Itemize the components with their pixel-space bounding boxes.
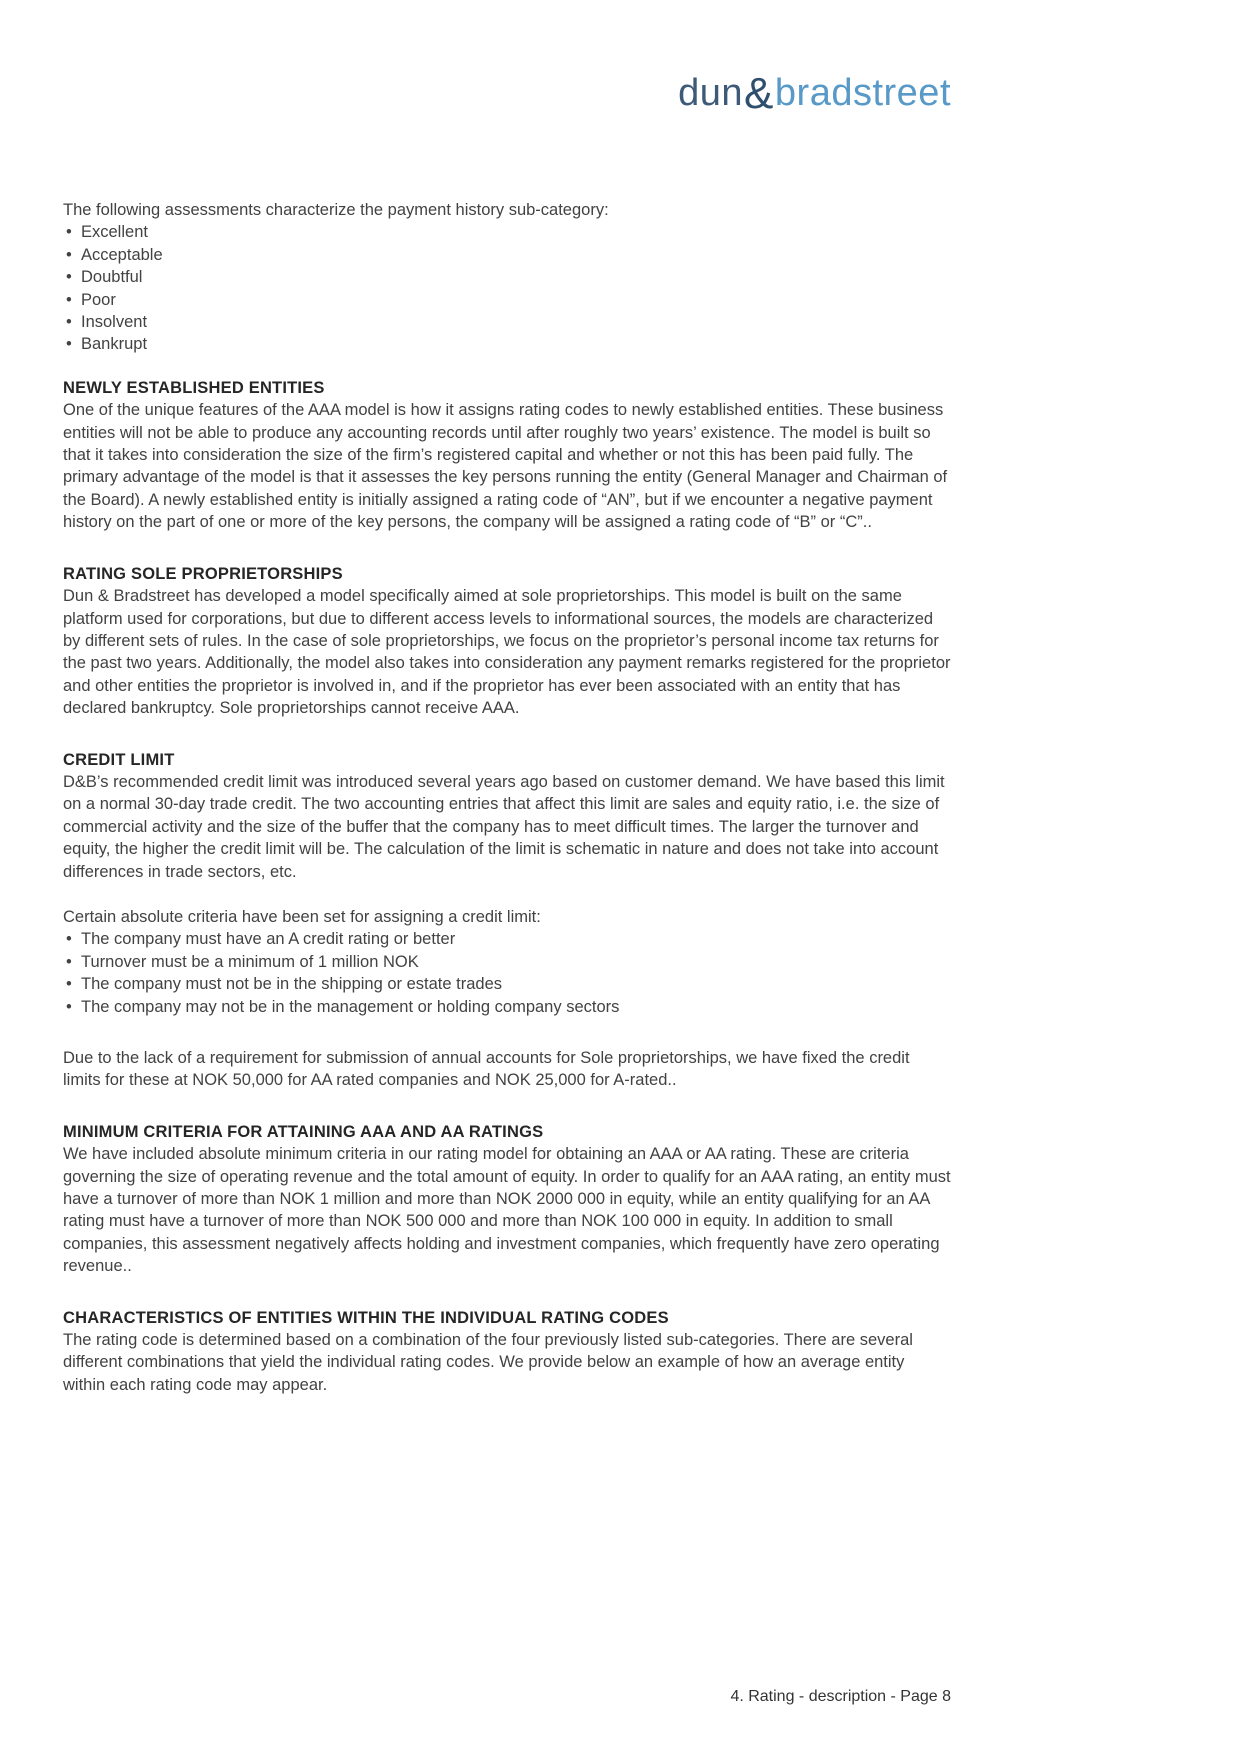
paragraph-criteria-lead: Certain absolute criteria have been set for assigning a credit limit: — [63, 907, 541, 926]
logo-dun-text: dun — [678, 72, 744, 114]
list-item: • The company may not be in the management or holding company sectors — [63, 996, 951, 1018]
paragraph-characteristics-rating-codes: The rating code is determined based on a combination of the four previously listed sub-categories. There are several different combinations that yield the individual rating codes. We provide below an example of how an average entity within each rating code may appear. — [63, 1331, 913, 1394]
list-item: • Turnover must be a minimum of 1 million NOK — [63, 951, 951, 973]
paragraph-credit-limit: D&B’s recommended credit limit was introduced several years ago based on customer demand. We have based this limit on a normal 30-day trade credit. The two accounting entries that affect this limit are sales and equity ratio, i.e. the size of commercial activity and the size of the buffer that the company has to meet difficult times. The larger the turnover and equity, the higher the credit limit will be. The calculation of the limit is schematic in nature and does not take into account differences in trade sectors, etc. — [63, 772, 945, 881]
list-item: • The company must have an A credit rating or better — [63, 928, 951, 950]
paragraph-rating-sole-proprietorships: Dun & Bradstreet has developed a model specifically aimed at sole proprietorships. This model is built on the same platform used for corporations, but due to different access levels to informational sources, the models are characterized by different sets of rules. In the case of sole proprietorships, we focus on the proprietor’s personal income tax returns for the past two years. Additionally, the model also takes into consideration any payment remarks registered for the proprietor and other entities the proprietor is involved in, and if the proprietor has ever been associated with an entity that has declared bankruptcy. Sole proprietorships cannot receive AAA. — [63, 587, 951, 718]
intro-paragraph: The following assessments characterize the payment history sub-category: — [63, 201, 609, 219]
list-item: • Excellent — [63, 221, 951, 243]
page-footer — [63, 1688, 951, 1706]
payment-history-list — [63, 221, 951, 355]
logo-ampersand-icon: & — [744, 69, 774, 118]
list-item: • Acceptable — [63, 244, 951, 266]
list-item: • The company must not be in the shipping or estate trades — [63, 973, 951, 995]
paragraph-minimum-criteria: We have included absolute minimum criteria in our rating model for obtaining an AAA or AA rating. These are criteria governing the size of operating revenue and the total amount of equity. In order to qualify for an AAA rating, an entity must have a turnover of more than NOK 1 million and more than NOK 2000 000 in equity, while an entity qualifying for an AA rating must have a turnover of more than NOK 500 000 and more than NOK 100 000 in equity. In addition to small companies, this assessment negatively affects holding and investment companies, which frequently have zero operating revenue.. — [63, 1145, 951, 1276]
document-body — [63, 199, 951, 1396]
list-item: • Poor — [63, 289, 951, 311]
dun-bradstreet-logo — [63, 69, 951, 118]
footer-text: 4. Rating - description - Page 8 — [730, 1688, 951, 1705]
list-item: • Doubtful — [63, 266, 951, 288]
paragraph-credit-limit-note: Due to the lack of a requirement for submission of annual accounts for Sole proprietorships, we have fixed the credit limits for these at NOK 50,000 for AA rated companies and NOK 25,000 for A-rated.. — [63, 1049, 910, 1090]
heading-rating-sole-proprietorships: RATING SOLE PROPRIETORSHIPS — [63, 564, 343, 583]
heading-minimum-criteria: MINIMUM CRITERIA FOR ATTAINING AAA AND AA RATINGS — [63, 1122, 544, 1141]
list-item: • Bankrupt — [63, 333, 951, 355]
credit-criteria-list — [63, 928, 951, 1018]
list-item: • Insolvent — [63, 311, 951, 333]
paragraph-newly-established-entities: One of the unique features of the AAA model is how it assigns rating codes to newly established entities. These business entities will not be able to produce any accounting records until after roughly two years’ existence. The model is built so that it takes into consideration the size of the firm’s registered capital and whether or not this has been paid fully. The primary advantage of the model is that it assesses the key persons running the entity (General Manager and Chairman of the Board). A newly established entity is initially assigned a rating code of “AN”, but if we encounter a negative payment history on the part of one or more of the key persons, the company will be assigned a rating code of “B” or “C”.. — [63, 401, 948, 532]
logo-bradstreet-text: bradstreet — [774, 72, 951, 114]
heading-credit-limit: CREDIT LIMIT — [63, 750, 175, 769]
heading-newly-established-entities: NEWLY ESTABLISHED ENTITIES — [63, 378, 325, 397]
heading-characteristics-rating-codes: CHARACTERISTICS OF ENTITIES WITHIN THE INDIVIDUAL RATING CODES — [63, 1308, 669, 1327]
